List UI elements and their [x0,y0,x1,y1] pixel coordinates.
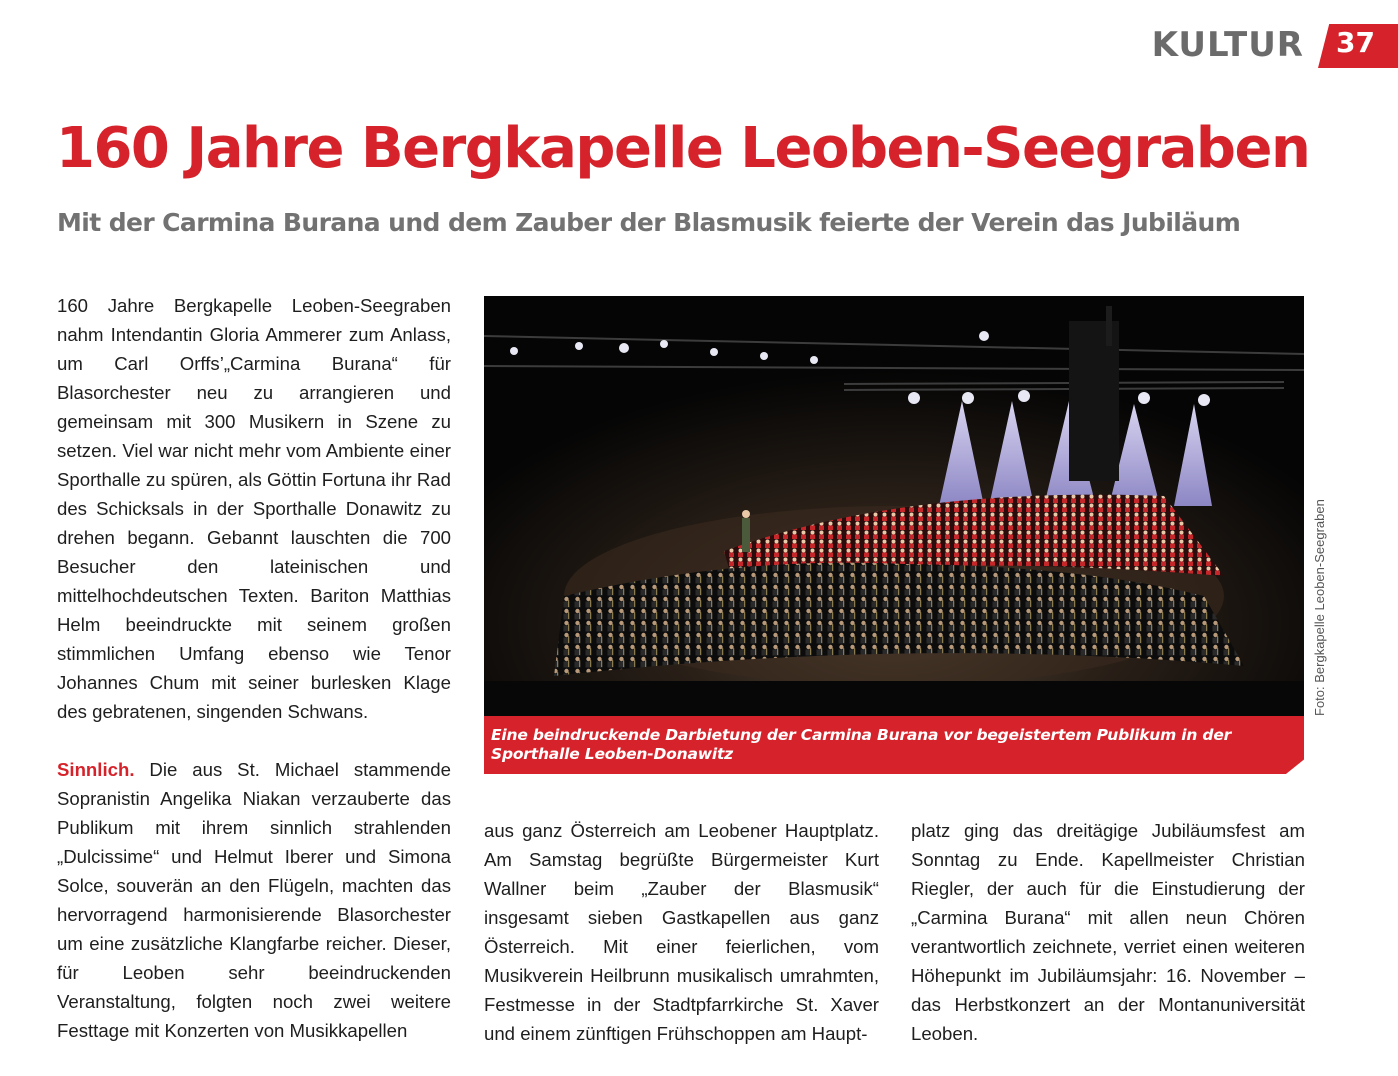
text-column-3 [911,816,1305,1048]
paragraph-1: 160 Jahre Bergkapelle Leoben-Seegraben nahm Intendantin Gloria Ammerer zum Anlass, um Carl Orffs’„Carmina Burana“ für Blasorchester neu zu arrangieren und gemeinsam mit 300 Musikern in Szene zu setzen. Viel war nicht mehr vom Ambiente einer Sporthalle zu spüren, als Göttin Fortuna ihr Rad des Schicksals in der Sporthalle Donawitz zu drehen begann. Gebannt lauschten die 700 Besucher den lateinischen und mittelhochdeutschen Texten. Bariton Matthias Helm beeindruckte mit seinem großen stimmlichen Umfang ebenso wie Tenor Johannes Chum mit seiner burlesken Klage des gebratenen, singenden Schwans. [57,295,451,722]
speaker-rig [1106,306,1112,346]
conductor-head [742,510,750,518]
paragraph-2-end: platz ging das dreitägige Jubiläumsfest am Sonntag zu Ende. Kapellmeister Christian Riegler, der auch für die Einstudierung der „Carmina Burana“ mit allen neun Chören verantwortlich zeichnete, verriet einen weiteren Höhepunkt im Jubiläumsjahr: 16. November – das Herbstkonzert an der Montanuniversität Leoben. [911,820,1305,1044]
concert-photo-graphic [484,296,1304,716]
section-label: KULTUR [1151,25,1304,65]
photo-credit: Foto: Bergkapelle Leoben-Seegraben [1312,499,1327,716]
paragraph-2-continued: aus ganz Österreich am Leobener Hauptplatz. Am Samstag begrüßte Bürgermeister Kurt Wallner beim „Zauber der Blasmusik“ insgesamt sieben Gastkapellen aus ganz Österreich. Mit einer feierlichen, vom Musikverein Heilbrunn musikalisch umrahmten, Festmesse in der Stadtpfarrkirche St. Xaver und einem zünftigen Frühschoppen am Haupt- [484,820,879,1044]
photo-caption: Eine beindruckende Darbietung der Carmina Burana vor begeistertem Publikum in der Sporthalle Leoben-Donawitz [491,726,1232,763]
subheadline: Mit der Carmina Burana und dem Zauber der Blasmusik feierte der Verein das Jubiläum [57,208,1241,237]
conductor-figure [742,518,750,552]
concert-photo [484,296,1304,716]
headline: 160 Jahre Bergkapelle Leoben-Seegraben [56,116,1310,181]
text-column-2 [484,816,879,1048]
paragraph-2-start [57,755,451,1045]
paragraph-lead: Sinnlich. [57,759,135,780]
paragraph-2-text: Die aus St. Michael stammende Sopranistin Angelika Niakan verzauberte das Publikum mit ihrem sinnlich strahlenden „Dulcissime“ und Helmut Iberer und Simona Solce, souverän an den Flügeln, machten das hervorragend harmonisierende Blasorchester um eine zusätzliche Klangfarbe reicher. Dieser, für Leoben sehr beeindruckenden Veranstaltung, folgten noch zwei weitere Festtage mit Konzerten von Musikkapellen [57,759,451,1041]
audience-silhouette [484,681,1304,716]
text-column-1 [57,291,451,1045]
page-number: 37 [1336,26,1375,59]
